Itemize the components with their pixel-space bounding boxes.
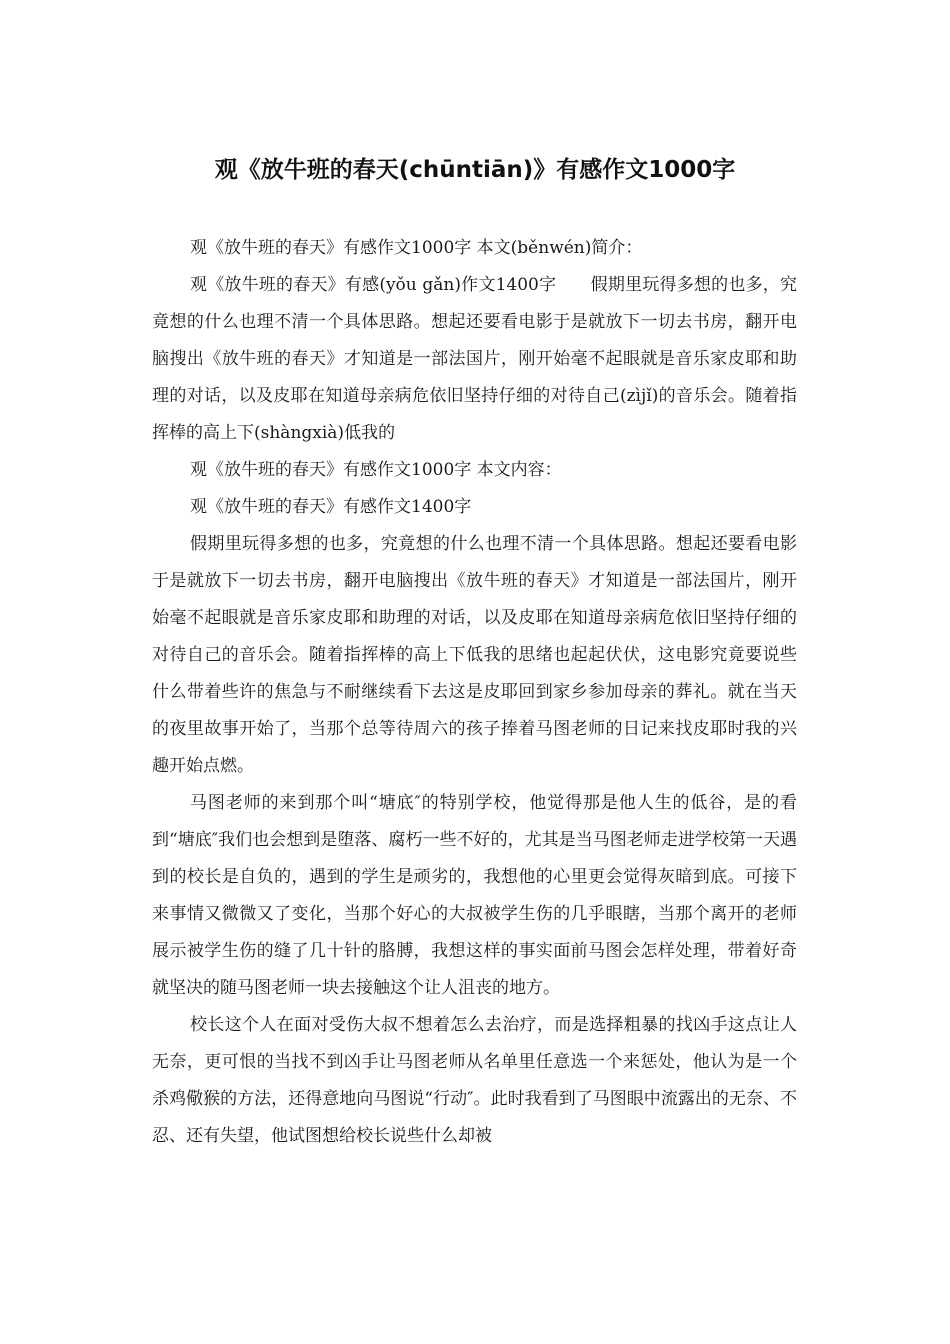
paragraph-intro-2: 观《放牛班的春天》有感作文1000字 本文内容：	[190, 460, 562, 480]
paragraph-summary: 观《放牛班的春天》有感(yǒu gǎn)作文1400字 假期里玩得多想的也多，究竟想的什么也理不清一个具体思路。想起还要看电影于是就放下一切去书房，翻开电脑搜出《放牛班的春天》才知道是一部法国片，刚开始毫不起眼就是音乐家皮耶和助理的对话，以及皮耶在知道母亲病危依旧坚持仔细的对待自己(zìjǐ)的音乐会。随着指挥棒的高上下(shàngxià)低我的	[152, 275, 797, 443]
paragraph-body-2: 马图老师的来到那个叫“塘底″的特别学校，他觉得那是他人生的低谷，是的看到“塘底″我们也会想到是堕落、腐朽一些不好的，尤其是当马图老师走进学校第一天遇到的校长是自负的，遇到的学生是顽劣的，我想他的心里更会觉得灰暗到底。可接下来事情又微微又了变化，当那个好心的大叔被学生伤的几乎眼瞎，当那个离开的老师展示被学生伤的缝了几十针的胳膊，我想这样的事实面前马图会怎样处理，带着好奇就坚决的随马图老师一块去接触这个让人沮丧的地方。	[152, 793, 797, 998]
document-body	[152, 230, 797, 1155]
paragraph-body-1: 假期里玩得多想的也多，究竟想的什么也理不清一个具体思路。想起还要看电影于是就放下一切去书房，翻开电脑搜出《放牛班的春天》才知道是一部法国片，刚开始毫不起眼就是音乐家皮耶和助理的对话，以及皮耶在知道母亲病危依旧坚持仔细的对待自己的音乐会。随着指挥棒的高上下低我的思绪也起起伏伏，这电影究竟要说些什么带着些许的焦急与不耐继续看下去这是皮耶回到家乡参加母亲的葬礼。就在当天的夜里故事开始了，当那个总等待周六的孩子捧着马图老师的日记来找皮耶时我的兴趣开始点燃。	[152, 534, 797, 776]
paragraph-subtitle: 观《放牛班的春天》有感作文1400字	[190, 497, 472, 517]
document-title: 观《放牛班的春天(chūntiān)》有感作文1000字	[214, 157, 736, 183]
paragraph-intro-1: 观《放牛班的春天》有感作文1000字 本文(běnwén)简介：	[190, 238, 643, 258]
paragraph-body-3: 校长这个人在面对受伤大叔不想着怎么去治疗，而是选择粗暴的找凶手这点让人无奈，更可恨的当找不到凶手让马图老师从名单里任意选一个来惩处，他认为是一个杀鸡儆猴的方法，还得意地向马图说“行动″。此时我看到了马图眼中流露出的无奈、不忍、还有失望，他试图想给校长说些什么却被	[152, 1015, 797, 1146]
